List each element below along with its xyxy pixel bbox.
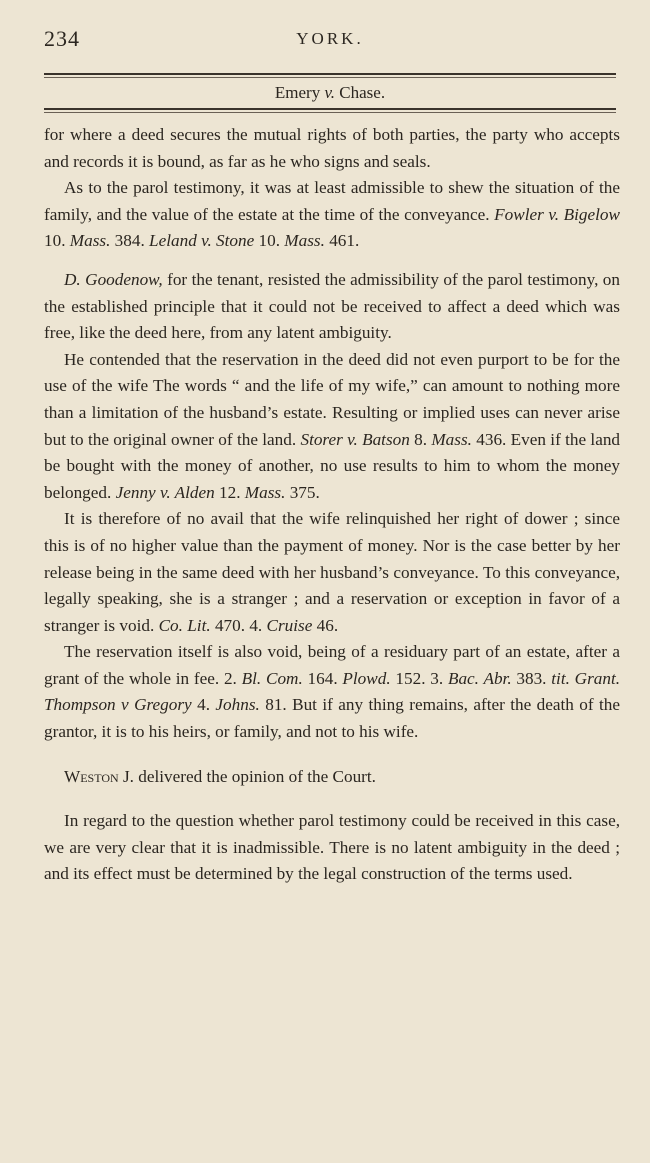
case-title-rule xyxy=(44,108,616,110)
running-head xyxy=(44,26,616,54)
paragraph-3: D. Goodenow, for the tenant, resisted the admissibility of the parol testimony, on the established principle that it could not be received to affect a deed which was free, like the deed here, from any latent ambiguity. xyxy=(44,269,620,343)
case-title-rule-thin xyxy=(44,112,616,113)
paragraph-6: The reservation itself is also void, being of a residuary part of an estate, after a grant of the whole in fee. 2. Bl. Com. 164. Plowd. 152. 3. Bac. Abr. 383. tit. Grant. Thompson v Gregory 4. Johns. 81. But if any thing remains, after the death of the grantor, it is to his heirs, or family, and not to his wife. xyxy=(44,642,621,742)
header-rule xyxy=(44,73,616,75)
paragraph-8: In regard to the question whether parol testimony could be received in this case, we are very clear that it is inadmissible. There is no latent ambiguity in the deed ; and its effect must be determined by the legal construction of the terms used. xyxy=(44,811,620,884)
running-title: YORK. xyxy=(296,29,364,48)
header-rule-thin xyxy=(44,77,616,78)
paragraph-4: He contended that the reservation in the deed did not even purport to be for the use of the wife The words “ and the life of my wife,” can amount to nothing more than a limitation of the husband’s estate. Resulting or implied uses can never arise but to the original owner of the land. Storer v. Batson 8. Mass. 436. Even if the land be bought with the money of another, no use results to him to whom the money belonged. Jenny v. Alden 12. Mass. 375. xyxy=(44,349,621,502)
paragraph-7: Weston J. delivered the opinion of the Court. xyxy=(64,766,376,786)
paragraph-1: for where a deed secures the mutual rights of both parties, the party who accepts and records it is bound, as far as he who signs and seals. xyxy=(44,125,620,171)
page-number: 234 xyxy=(44,26,80,51)
paragraph-2: As to the parol testimony, it was at least admissible to shew the situation of the family, and the value of the estate at the time of the conveyance. Fowler v. Bigelow 10. Mass. 384. Leland v. Stone 10. Mass. 461. xyxy=(44,178,620,251)
case-title: Emery v. Chase. xyxy=(274,83,386,102)
paragraph-5: It is therefore of no avail that the wife relinquished her right of dower ; since this is of no higher value than the payment of money. Nor is the case better by her release being in the same deed with her husband’s conveyance. To this conveyance, legally speaking, she is a stranger ; and a reservation or exception in favor of a stranger is void. Co. Lit. 470. 4. Cruise 46. xyxy=(44,509,620,635)
body-text xyxy=(44,122,620,888)
